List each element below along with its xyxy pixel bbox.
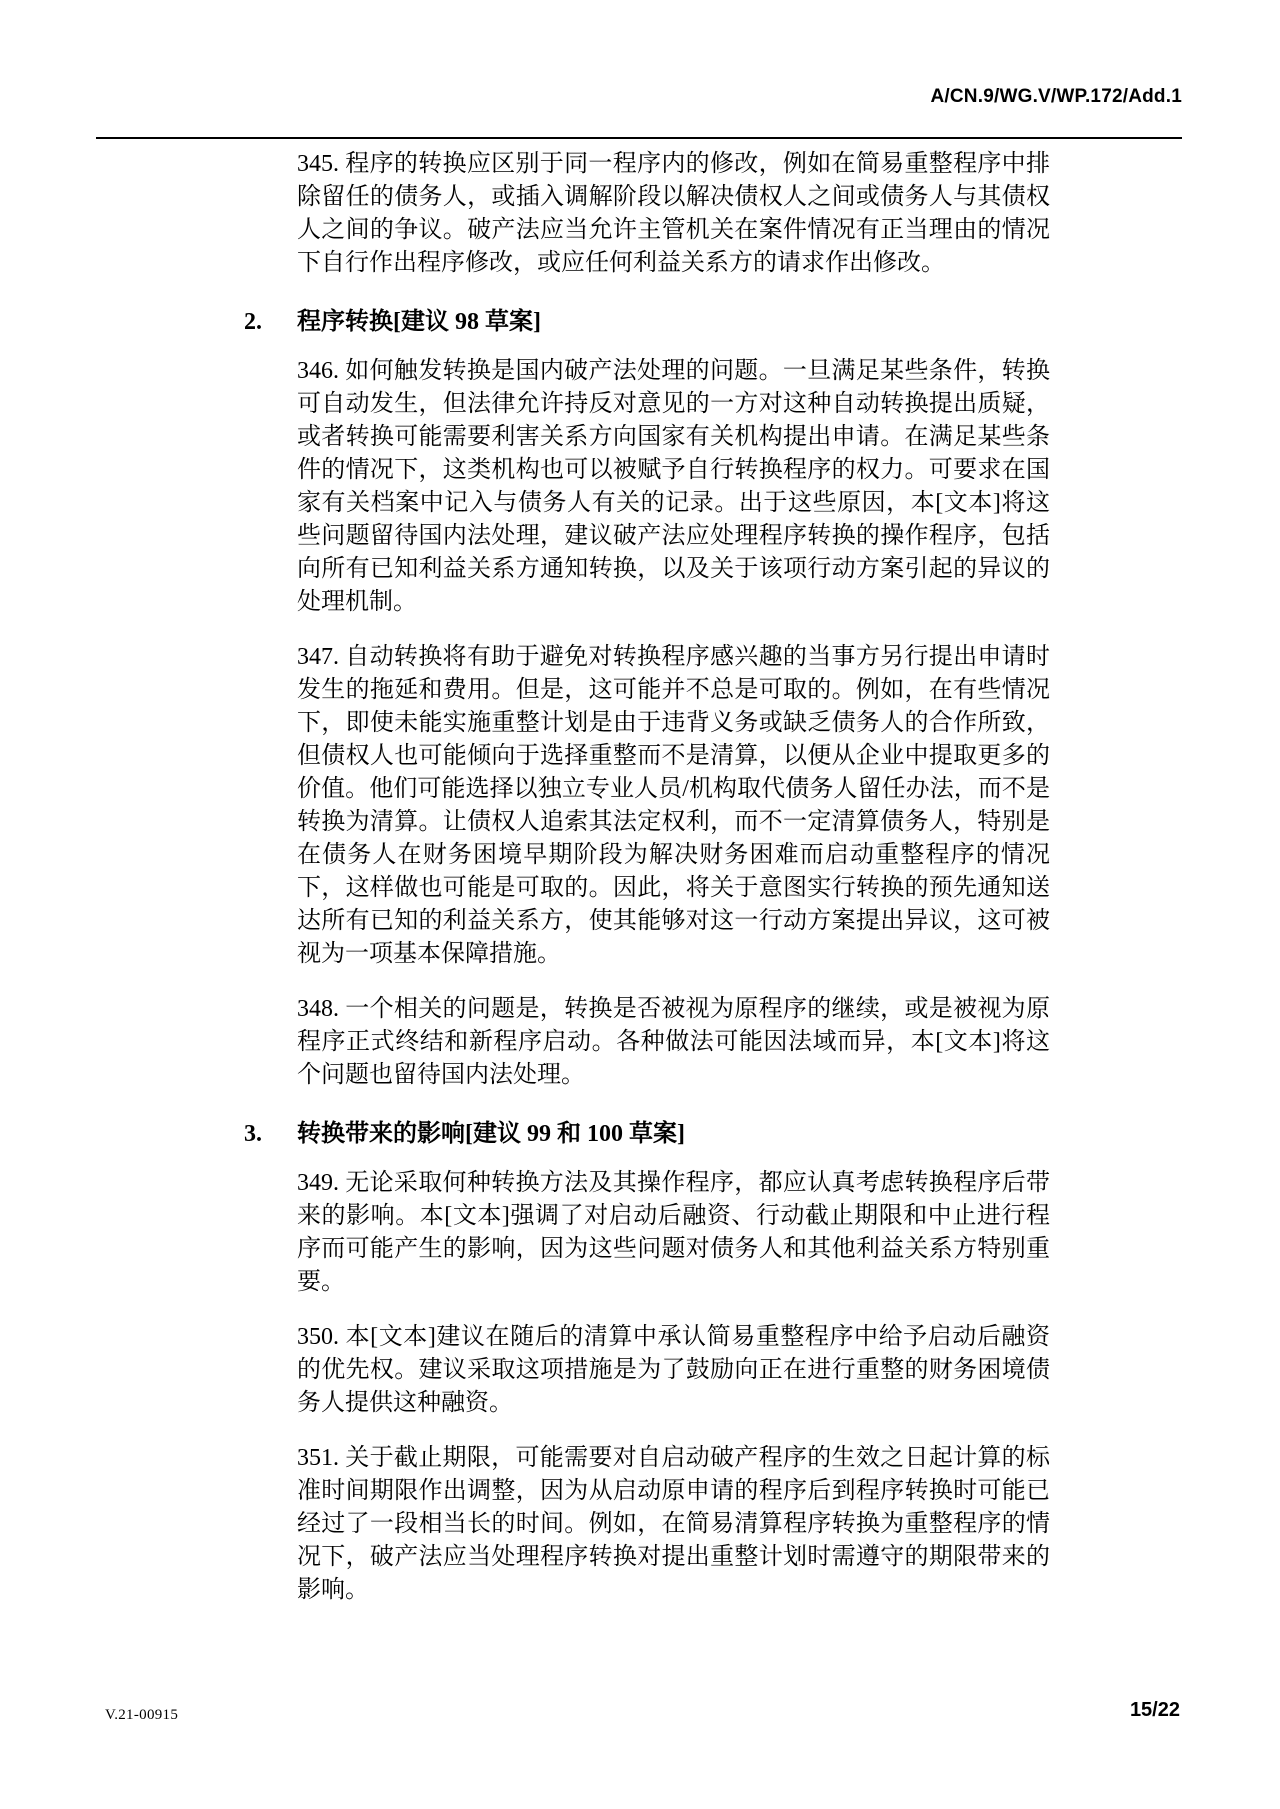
paragraph-349: 349. 无论采取何种转换方法及其操作程序，都应认真考虑转换程序后带来的影响。本[文本]强调了对启动后融资、行动截止期限和中止进行程序而可能产生的影响，因为这些问题对债务人和其他利益关系方特别重要。 — [297, 1170, 1050, 1295]
section-heading-2 — [244, 306, 1050, 339]
footer-document-id: V.21-00915 — [105, 1707, 179, 1723]
section-title: 程序转换[建议 98 草案] — [297, 309, 541, 335]
paragraph-346: 346. 如何触发转换是国内破产法处理的问题。一旦满足某些条件，转换可自动发生，但法律允许持反对意见的一方对这种自动转换提出质疑，或者转换可能需要利害关系方向国家有关机构提出申请。在满足某些条件的情况下，这类机构也可以被赋予自行转换程序的权力。可要求在国家有关档案中记入与债务人有关的记录。出于这些原因，本[文本]将这些问题留待国内法处理，建议破产法应处理程序转换的操作程序，包括向所有已知利益关系方通知转换，以及关于该项行动方案引起的异议的处理机制。 — [297, 358, 1050, 615]
paragraph-351: 351. 关于截止期限，可能需要对自启动破产程序的生效之日起计算的标准时间期限作出调整，因为从启动原申请的程序后到程序转换时可能已经过了一段相当长的时间。例如，在简易清算程序转换为重整程序的情况下，破产法应当处理程序转换对提出重整计划时需遵守的期限带来的影响。 — [297, 1445, 1050, 1603]
section-heading-3 — [244, 1118, 1050, 1151]
header-divider — [96, 137, 1182, 139]
paragraph-347: 347. 自动转换将有助于避免对转换程序感兴趣的当事方另行提出申请时发生的拖延和费用。但是，这可能并不总是可取的。例如，在有些情况下，即使未能实施重整计划是由于违背义务或缺乏债务人的合作所致，但债权人也可能倾向于选择重整而不是清算，以便从企业中提取更多的价值。他们可能选择以独立专业人员/机构取代债务人留任办法，而不是转换为清算。让债权人追索其法定权利，而不一定清算债务人，特别是在债务人在财务困境早期阶段为解决财务困难而启动重整程序的情况下，这样做也可能是可取的。因此，将关于意图实行转换的预先通知送达所有已知的利益关系方，使其能够对这一行动方案提出异议，这可被视为一项基本保障措施。 — [297, 644, 1050, 967]
paragraph-350: 350. 本[文本]建议在随后的清算中承认简易重整程序中给予启动后融资的优先权。建议采取这项措施是为了鼓励向正在进行重整的财务困境债务人提供这种融资。 — [297, 1324, 1050, 1416]
section-title: 转换带来的影响[建议 99 和 100 草案] — [297, 1121, 685, 1147]
paragraph-345: 345. 程序的转换应区别于同一程序内的修改，例如在简易重整程序中排除留任的债务人，或插入调解阶段以解决债权人之间或债务人与其债权人之间的争议。破产法应当允许主管机关在案件情况有正当理由的情况下自行作出程序修改，或应任何利益关系方的请求作出修改。 — [297, 151, 1050, 276]
document-symbol: A/CN.9/WG.V/WP.172/Add.1 — [930, 86, 1182, 107]
section-number: 3. — [244, 1121, 262, 1147]
paragraph-348: 348. 一个相关的问题是，转换是否被视为原程序的继续，或是被视为原程序正式终结和新程序启动。各种做法可能因法域而异，本[文本]将这个问题也留待国内法处理。 — [297, 996, 1050, 1088]
document-body — [244, 148, 1050, 1607]
section-number: 2. — [244, 309, 262, 335]
footer-page-number: 15/22 — [1129, 1699, 1180, 1721]
